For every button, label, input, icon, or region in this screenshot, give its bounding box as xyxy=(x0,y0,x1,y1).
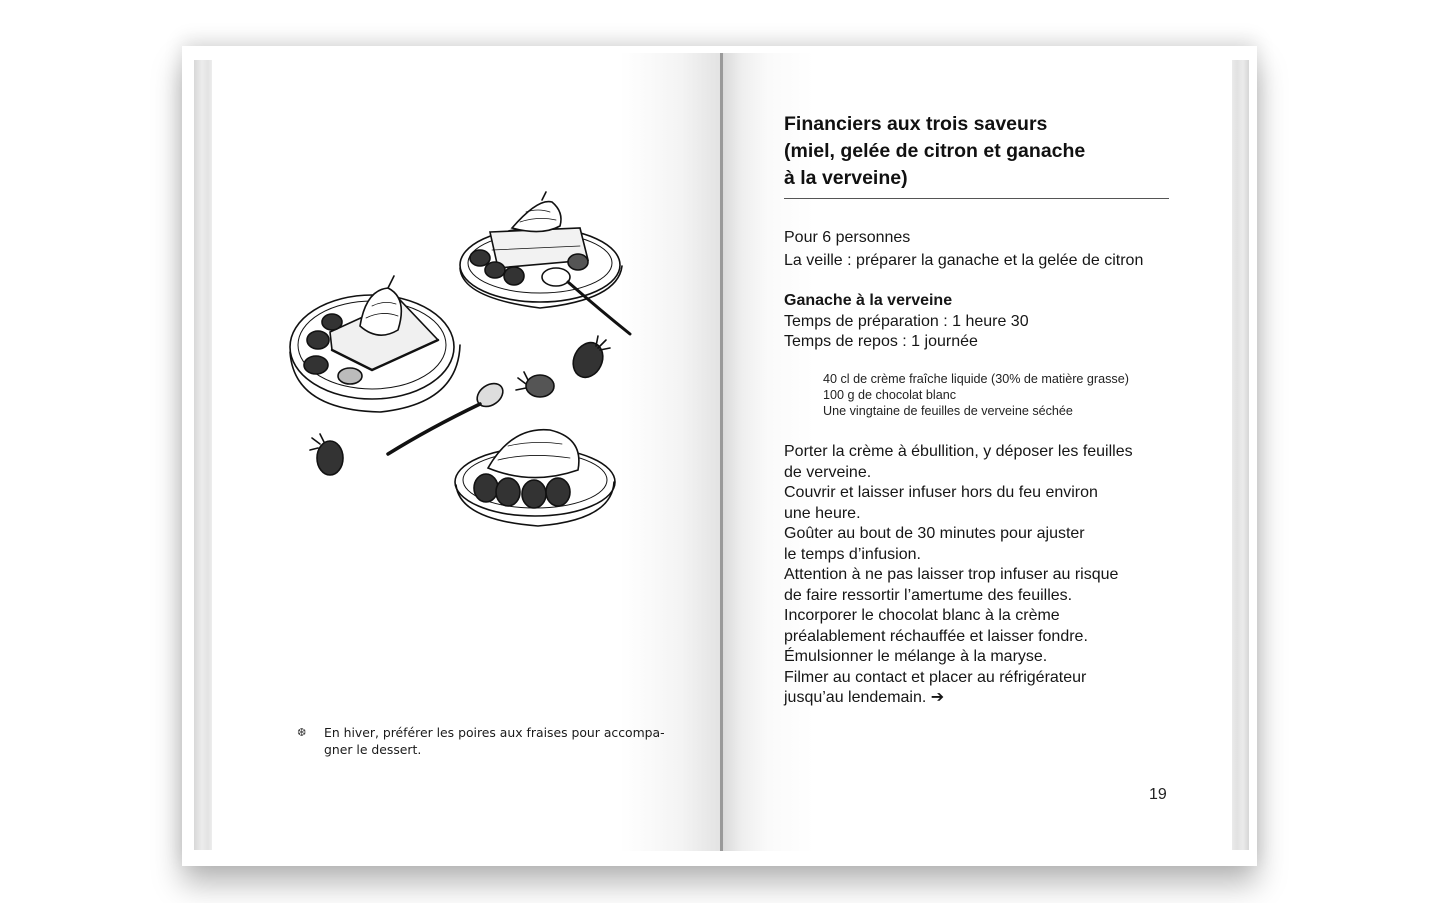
note-text xyxy=(324,724,677,758)
plate-with-financier-and-strawberries xyxy=(455,430,615,526)
recipe-title xyxy=(784,111,1174,192)
ingredient-item: 40 cl de crème fraîche liquide (30% de matière grasse) xyxy=(823,372,1129,386)
step-line: Filmer au contact et placer au réfrigérateur xyxy=(784,668,1087,686)
section-heading: Ganache à la verveine xyxy=(784,292,953,309)
title-divider xyxy=(784,198,1169,199)
page-number: 19 xyxy=(1149,786,1167,803)
servings: Pour 6 personnes xyxy=(784,229,911,246)
step-line: le temps d’infusion. xyxy=(784,545,921,563)
snowflake-icon: ❆ xyxy=(297,726,307,739)
plate-with-financier-and-spoon xyxy=(460,192,630,334)
title-line: à la verveine) xyxy=(784,167,908,189)
step-line: Goûter au bout de 30 minutes pour ajuster xyxy=(784,525,1085,542)
ganache-section-header xyxy=(784,291,1184,353)
strawberry xyxy=(310,434,343,475)
step-line: une heure. xyxy=(784,504,861,522)
recipe-intro xyxy=(784,227,1184,272)
seasonal-tip-note xyxy=(297,724,677,758)
dessert-illustration xyxy=(280,190,650,530)
title-line: Financiers aux trois saveurs xyxy=(784,113,1048,135)
step-line: de faire ressortir l’amertume des feuilles. xyxy=(784,586,1073,604)
step-line: Attention à ne pas laisser trop infuser au risque xyxy=(784,566,1119,583)
strawberry xyxy=(568,336,610,382)
rest-time: Temps de repos : 1 journée xyxy=(784,333,978,350)
step-line: jusqu’au lendemain. ➔ xyxy=(784,689,945,706)
prep-note: La veille : préparer la ganache et la gelée de citron xyxy=(784,251,1144,269)
step-line: préalablement réchauffée et laisser fondre. xyxy=(784,627,1088,645)
note-line: En hiver, préférer les poires aux fraises pour accompa- xyxy=(324,725,665,740)
strawberry xyxy=(516,372,554,397)
note-line: gner le dessert. xyxy=(324,742,422,757)
step-line: Émulsionner le mélange à la maryse. xyxy=(784,648,1048,665)
step-line: de verveine. xyxy=(784,463,872,481)
book-page-edges-right xyxy=(1229,60,1249,850)
step-line: Incorporer le chocolat blanc à la crème xyxy=(784,607,1060,624)
step-line: Porter la crème à ébullition, y déposer les feuilles xyxy=(784,443,1133,460)
book-page-edges-left xyxy=(194,60,214,850)
book-spine xyxy=(720,53,723,851)
prep-time: Temps de préparation : 1 heure 30 xyxy=(784,312,1029,330)
ingredient-item: 100 g de chocolat blanc xyxy=(823,388,957,402)
preparation-steps xyxy=(784,442,1184,709)
plate-with-financier-and-cream xyxy=(290,276,460,412)
title-line: (miel, gelée de citron et ganache xyxy=(784,140,1086,162)
ingredient-item: Une vingtaine de feuilles de verveine séchée xyxy=(823,404,1073,418)
step-line: Couvrir et laisser infuser hors du feu environ xyxy=(784,484,1098,501)
ingredients-list xyxy=(823,371,1183,419)
